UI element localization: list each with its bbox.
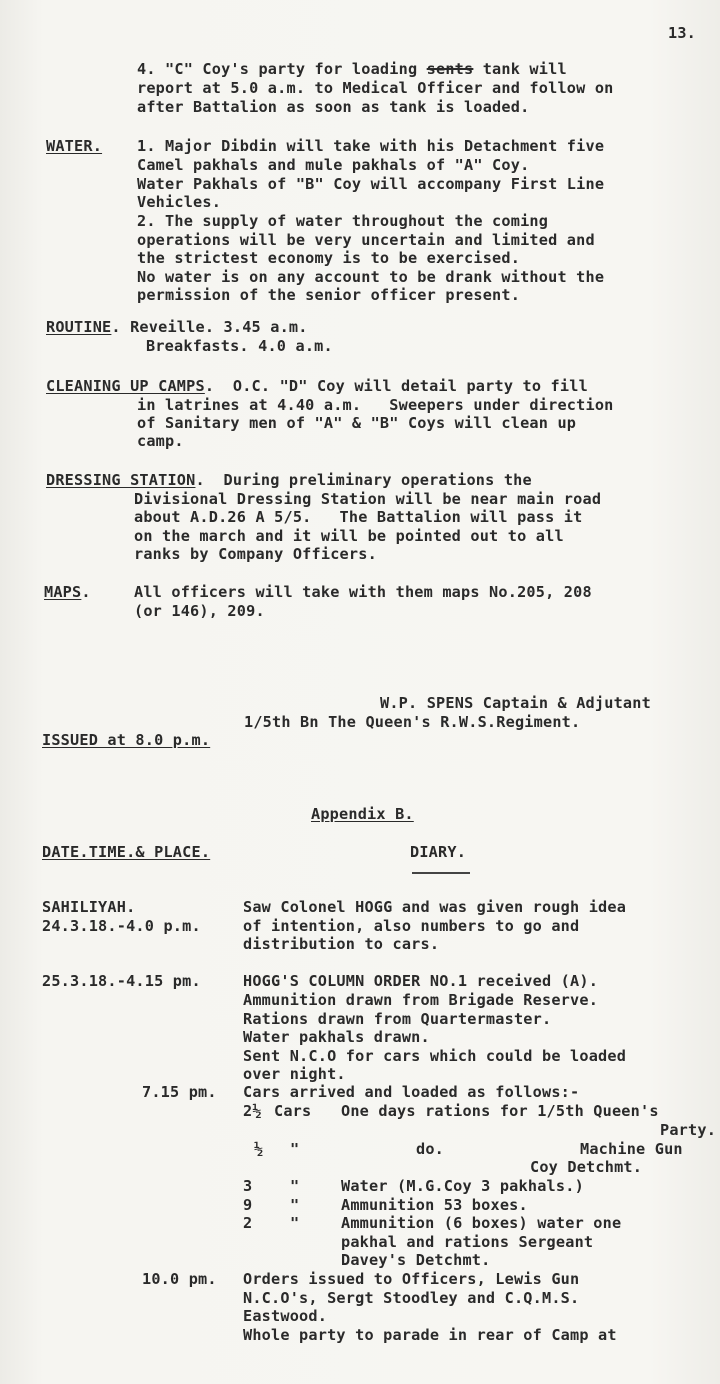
col-diary: DIARY. — [410, 843, 467, 861]
routine-reveille: . Reveille. 3.45 a.m. — [111, 318, 308, 336]
car-desc-6: Ammunition 53 boxes. — [341, 1196, 528, 1214]
diary-text-10: Cars arrived and loaded as follows:- — [243, 1083, 580, 1101]
maps-line-1: All officers will take with them maps No.205, 208 — [134, 583, 592, 601]
dressing-heading: DRESSING STATION — [46, 471, 196, 489]
car-desc-3: do. — [416, 1140, 445, 1158]
diary-left-2: 24.3.18.-4.0 p.m. — [42, 917, 201, 935]
top-para-line-1 — [137, 60, 567, 79]
diary-text-2: of intention, also numbers to go and — [243, 917, 580, 935]
dressing-line-1 — [46, 471, 532, 490]
car-desc-5: Water (M.G.Coy 3 pakhals.) — [341, 1177, 584, 1195]
maps-heading: MAPS — [44, 583, 82, 601]
col-date-time-place: DATE.TIME.& PLACE. — [42, 843, 211, 861]
cleaning-line-4: camp. — [137, 432, 184, 450]
car-desc-2: Party. — [660, 1121, 717, 1139]
cleaning-text: . O.C. "D" Coy will detail party to fill — [204, 377, 588, 395]
cleaning-heading: CLEANING UP CAMPS — [46, 377, 205, 395]
car-qty-7: 2 — [243, 1214, 253, 1232]
final-text-1: Orders issued to Officers, Lewis Gun — [243, 1270, 580, 1288]
dressing-line-3: about A.D.26 A 5/5. The Battalion will pass it — [134, 508, 583, 526]
diary-text-1: Saw Colonel HOGG and was given rough idea — [243, 898, 627, 916]
maps-line-2: (or 146), 209. — [134, 602, 265, 620]
water-line-3: Water Pakhals of "B" Coy will accompany First Line — [137, 175, 605, 193]
signature-line-1: W.P. SPENS Captain & Adjutant — [380, 694, 651, 712]
car-desc-1: One days rations for 1/5th Queen's — [341, 1102, 659, 1120]
car-desc-8: pakhal and rations Sergeant — [341, 1233, 594, 1251]
top-para-tail: tank will — [473, 60, 567, 78]
dressing-line-5: ranks by Company Officers. — [134, 545, 377, 563]
final-text-2: N.C.O's, Sergt Stoodley and C.Q.M.S. — [243, 1289, 580, 1307]
water-line-1: 1. Major Dibdin will take with his Detachment five — [137, 137, 605, 155]
car-unit-3: " — [290, 1140, 300, 1158]
signature-line-2: 1/5th Bn The Queen's R.W.S.Regiment. — [244, 713, 581, 731]
routine-line-1 — [46, 318, 308, 337]
appendix-title: Appendix B. — [311, 805, 414, 823]
maps-dot: . — [81, 583, 91, 601]
top-para-line-3: after Battalion as soon as tank is loaded. — [137, 98, 530, 116]
water-heading: WATER. — [46, 137, 103, 155]
car-unit-5: " — [290, 1177, 300, 1195]
water-line-4: Vehicles. — [137, 193, 222, 211]
dressing-line-2: Divisional Dressing Station will be near main road — [134, 490, 602, 508]
car-desc-4: Coy Detchmt. — [530, 1158, 643, 1176]
water-line-8: No water is on any account to be drank without the — [137, 268, 605, 286]
diary-text-5: Ammunition drawn from Brigade Reserve. — [243, 991, 599, 1009]
diary-text-7: Water pakhals drawn. — [243, 1028, 430, 1046]
diary-left-10: 7.15 pm. — [142, 1083, 217, 1101]
page-number: 13. — [668, 24, 697, 42]
dressing-text: . During preliminary operations the — [195, 471, 532, 489]
water-line-6: operations will be very uncertain and limited and — [137, 231, 595, 249]
water-line-7: the strictest economy is to be exercised. — [137, 249, 521, 267]
car-unit-6: " — [290, 1196, 300, 1214]
cleaning-line-3: of Sanitary men of "A" & "B" Coys will clean up — [137, 414, 577, 432]
cleaning-line-2: in latrines at 4.40 a.m. Sweepers under direction — [137, 396, 614, 414]
cleaning-line-1 — [46, 377, 588, 396]
diary-rule — [412, 872, 470, 874]
car-qty-1: 2½ — [243, 1102, 262, 1120]
car-unit-7: " — [290, 1214, 300, 1232]
diary-text-6: Rations drawn from Quartermaster. — [243, 1010, 552, 1028]
dressing-line-4: on the march and it will be pointed out to all — [134, 527, 564, 545]
car-qty-5: 3 — [243, 1177, 253, 1195]
diary-text-9: over night. — [243, 1065, 346, 1083]
diary-text-3: distribution to cars. — [243, 935, 440, 953]
car-desc-3b: Machine Gun — [580, 1140, 683, 1158]
final-text-3: Eastwood. — [243, 1307, 328, 1325]
final-left-1: 10.0 pm. — [142, 1270, 217, 1288]
routine-line-2: Breakfasts. 4.0 a.m. — [146, 337, 333, 355]
diary-text-4: HOGG'S COLUMN ORDER NO.1 received (A). — [243, 972, 599, 990]
top-para-text: 4. "C" Coy's party for loading — [137, 60, 427, 78]
maps-heading-line — [44, 583, 91, 602]
diary-left-1: SAHILIYAH. — [42, 898, 136, 916]
water-line-9: permission of the senior officer present. — [137, 286, 521, 304]
top-para-line-2: report at 5.0 a.m. to Medical Officer and follow on — [137, 79, 614, 97]
car-desc-7: Ammunition (6 boxes) water one — [341, 1214, 622, 1232]
final-text-4: Whole party to parade in rear of Camp at — [243, 1326, 617, 1344]
diary-left-4: 25.3.18.-4.15 pm. — [42, 972, 201, 990]
routine-heading: ROUTINE — [46, 318, 112, 336]
car-desc-9: Davey's Detchmt. — [341, 1251, 491, 1269]
car-qty-6: 9 — [243, 1196, 253, 1214]
car-unit-1: Cars — [274, 1102, 312, 1120]
car-qty-3: ½ — [254, 1140, 264, 1158]
water-line-2: Camel pakhals and mule pakhals of "A" Coy. — [137, 156, 530, 174]
water-line-5: 2. The supply of water throughout the coming — [137, 212, 549, 230]
struck-word: sents — [426, 60, 474, 78]
issued-line: ISSUED at 8.0 p.m. — [42, 731, 211, 749]
diary-text-8: Sent N.C.O for cars which could be loaded — [243, 1047, 627, 1065]
